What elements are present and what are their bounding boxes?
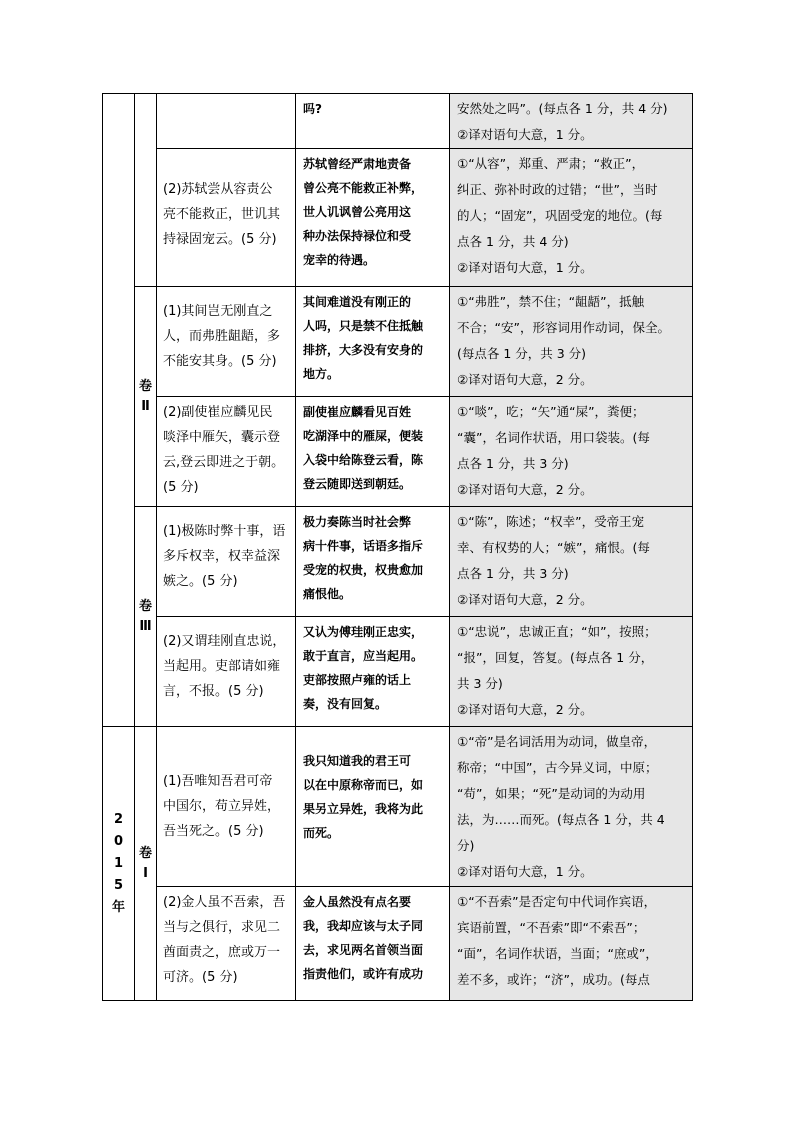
translation-cell: 金人虽然没有点名要 我，我却应该与太子同 去，求见两名首领当面 指责他们，或许有成功 — [296, 887, 450, 1001]
scoring-points-cell: 安然处之吗”。(每点各 1 分，共 4 分) ②译对语句大意，1 分。 — [450, 94, 693, 149]
table-row — [103, 727, 693, 887]
translation-answer-table — [102, 93, 693, 1001]
scoring-points-cell: ①“陈”，陈述；“权幸”，受帝王宠 幸、有权势的人；“嫉”，痛恨。(每 点各 1 分，共 3 分) ②译对语句大意，2 分。 — [450, 507, 693, 617]
table-row — [103, 887, 693, 1001]
question-cell: (1)吾唯知吾君可帝 中国尔，苟立异姓， 吾当死之。(5 分) — [157, 727, 296, 887]
translation-cell: 苏轼曾经严肃地责备 曾公亮不能救正补弊， 世人讥讽曾公亮用这 种办法保持禄位和受 宠幸的待遇。 — [296, 149, 450, 287]
scoring-points-cell: ①“弗胜”，禁不住；“龃龉”，抵触 不合；“安”，形容词用作动词，保全。 (每点各 1 分，共 3 分) ②译对语句大意，2 分。 — [450, 287, 693, 397]
scoring-points-cell: ①“不吾索”是否定句中代词作宾语， 宾语前置，“不吾索”即“不索吾”； “面”，名词作状语，当面；“庶或”， 差不多，或许；“济”，成功。(每点 — [450, 887, 693, 1001]
translation-cell: 极力奏陈当时社会弊 病十件事，话语多指斥 受宠的权贵，权贵愈加 痛恨他。 — [296, 507, 450, 617]
table-row — [103, 617, 693, 727]
question-cell: (2)苏轼尝从容责公 亮不能救正，世讥其 持禄固宠云。(5 分) — [157, 149, 296, 287]
table-row — [103, 397, 693, 507]
translation-cell: 吗? — [296, 94, 450, 149]
question-cell: (2)金人虽不吾索，吾 当与之俱行，求见二 酋面责之，庶或万一 可济。(5 分) — [157, 887, 296, 1001]
table-row — [103, 94, 693, 149]
year-cell: 2 0 1 5 年 — [103, 727, 135, 1001]
question-cell: (2)又谓珪刚直忠说， 当起用。吏部请如雍 言，不报。(5 分) — [157, 617, 296, 727]
question-cell — [157, 94, 296, 149]
scoring-points-cell: ①“从容”，郑重、严肃；“救正”， 纠正、弥补时政的过错；“世”，当时 的人；“固宠”，巩固受宠的地位。(每 点各 1 分，共 4 分) ②译对语句大意，1 分。 — [450, 149, 693, 287]
year-cell — [103, 94, 135, 727]
scoring-points-cell: ①“忠说”，忠诚正直；“如”，按照； “报”，回复，答复。(每点各 1 分， 共 3 分) ②译对语句大意，2 分。 — [450, 617, 693, 727]
scoring-points-cell: ①“啖”，吃；“矢”通“屎”，粪便； “囊”，名词作状语，用口袋装。(每 点各 1 分，共 3 分) ②译对语句大意，2 分。 — [450, 397, 693, 507]
translation-cell: 又认为傅珪刚正忠实， 敢于直言，应当起用。 吏部按照卢雍的话上 奏，没有回复。 — [296, 617, 450, 727]
translation-cell: 副使崔应麟看见百姓 吃湖泽中的雁屎，便装 入袋中给陈登云看，陈 登云随即送到朝廷。 — [296, 397, 450, 507]
volume-cell: 卷 Ⅱ — [135, 287, 157, 507]
table-row — [103, 149, 693, 287]
table-row — [103, 507, 693, 617]
volume-cell: 卷 Ⅲ — [135, 507, 157, 727]
volume-cell — [135, 94, 157, 287]
volume-cell: 卷 Ⅰ — [135, 727, 157, 1001]
translation-cell: 我只知道我的君王可 以在中原称帝而已，如 果另立异姓，我将为此 而死。 — [296, 727, 450, 887]
question-cell: (1)其间岂无刚直之 人，而弗胜龃龉，多 不能安其身。(5 分) — [157, 287, 296, 397]
question-cell: (1)极陈时弊十事，语 多斥权幸，权幸益深 嫉之。(5 分) — [157, 507, 296, 617]
question-cell: (2)副使崔应麟见民 啖泽中雁矢，囊示登 云,登云即进之于朝。 (5 分) — [157, 397, 296, 507]
table-row — [103, 287, 693, 397]
scoring-points-cell: ①“帝”是名词活用为动词，做皇帝， 称帝；“中国”，古今异义词，中原； “苟”，如果；“死”是动词的为动用 法，为……而死。(每点各 1 分，共 4 分) ②译对语句大意，1 分。 — [450, 727, 693, 887]
translation-cell: 其间难道没有刚正的 人吗，只是禁不住抵触 排挤，大多没有安身的 地方。 — [296, 287, 450, 397]
